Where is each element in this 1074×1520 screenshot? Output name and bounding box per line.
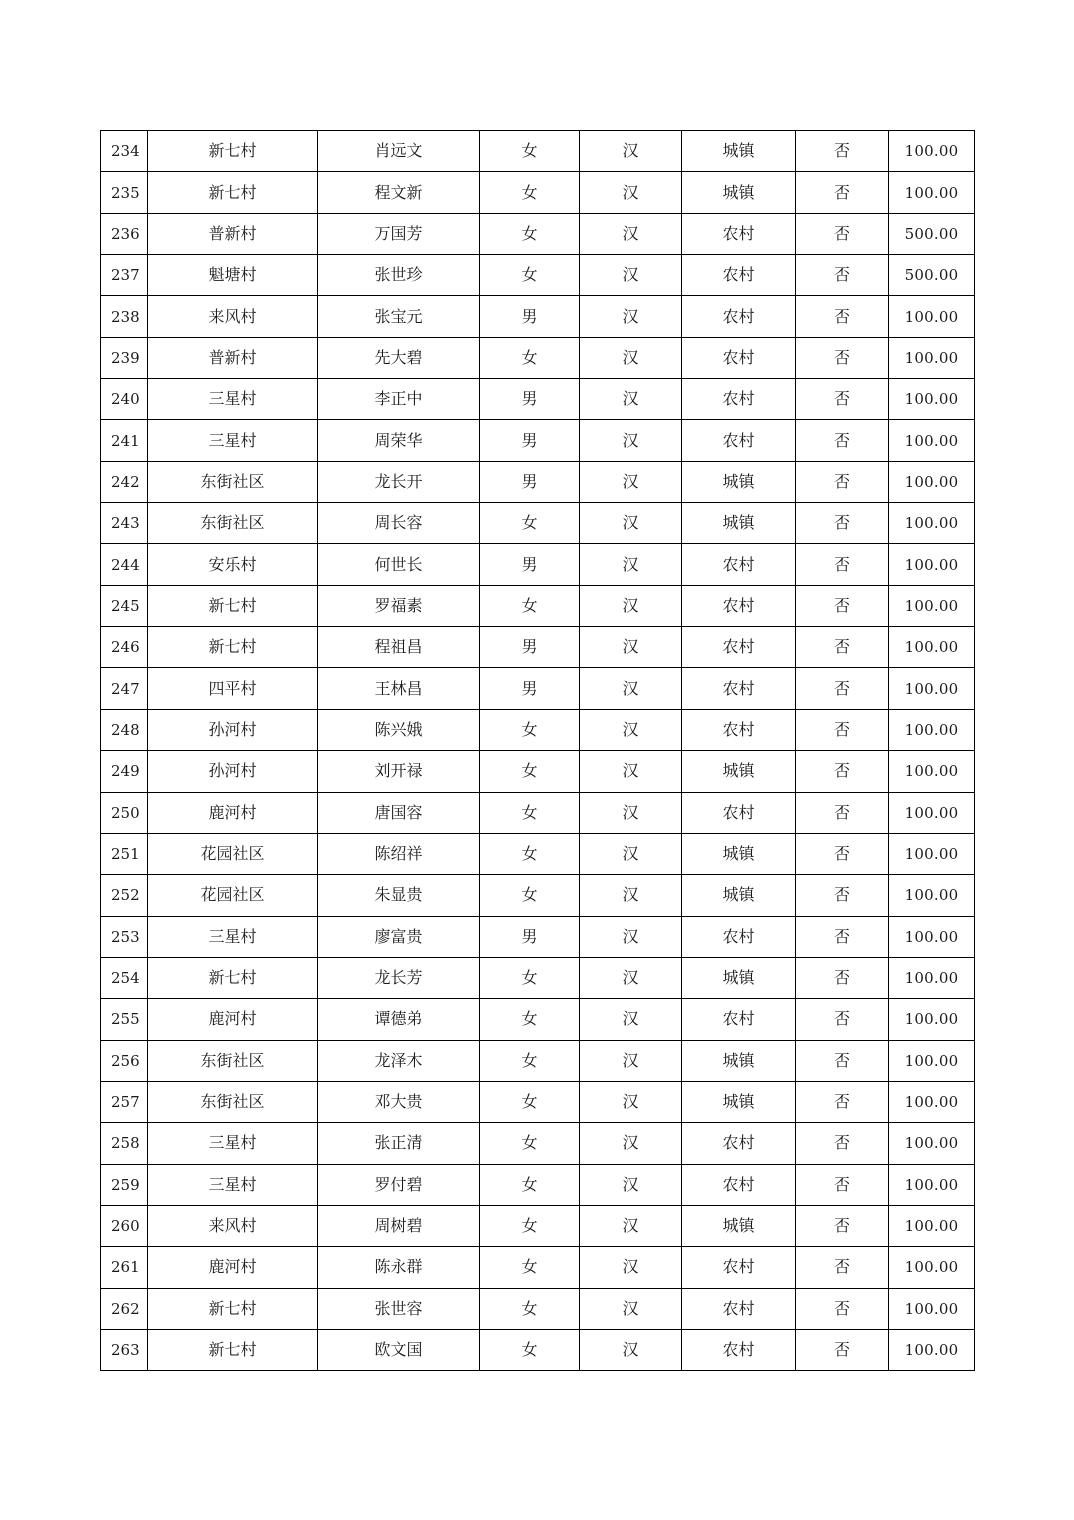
- cell-ethnicity: 汉: [580, 1081, 682, 1122]
- cell-village: 鹿河村: [148, 999, 318, 1040]
- cell-person-name: 刘开禄: [318, 751, 480, 792]
- cell-person-name: 邓大贵: [318, 1081, 480, 1122]
- cell-flag: 否: [796, 792, 889, 833]
- cell-flag: 否: [796, 131, 889, 172]
- cell-amount: 100.00: [889, 503, 975, 544]
- cell-gender: 男: [480, 544, 580, 585]
- cell-flag: 否: [796, 585, 889, 626]
- cell-amount: 100.00: [889, 1040, 975, 1081]
- cell-row-number: 255: [101, 999, 148, 1040]
- cell-amount: 100.00: [889, 1123, 975, 1164]
- cell-amount: 100.00: [889, 379, 975, 420]
- cell-residence: 城镇: [682, 1081, 796, 1122]
- cell-residence: 城镇: [682, 461, 796, 502]
- cell-gender: 男: [480, 461, 580, 502]
- table-row: [101, 1247, 975, 1288]
- cell-person-name: 王林昌: [318, 668, 480, 709]
- cell-ethnicity: 汉: [580, 999, 682, 1040]
- cell-flag: 否: [796, 296, 889, 337]
- cell-village: 东街社区: [148, 1040, 318, 1081]
- cell-amount: 100.00: [889, 131, 975, 172]
- cell-person-name: 李正中: [318, 379, 480, 420]
- table-row: [101, 833, 975, 874]
- cell-ethnicity: 汉: [580, 379, 682, 420]
- cell-gender: 男: [480, 379, 580, 420]
- cell-flag: 否: [796, 337, 889, 378]
- cell-row-number: 263: [101, 1329, 148, 1370]
- table-row: [101, 627, 975, 668]
- cell-ethnicity: 汉: [580, 627, 682, 668]
- cell-residence: 农村: [682, 709, 796, 750]
- table-row: [101, 957, 975, 998]
- cell-flag: 否: [796, 1164, 889, 1205]
- cell-village: 孙河村: [148, 751, 318, 792]
- cell-gender: 女: [480, 709, 580, 750]
- cell-village: 孙河村: [148, 709, 318, 750]
- cell-amount: 100.00: [889, 544, 975, 585]
- cell-residence: 农村: [682, 792, 796, 833]
- cell-amount: 100.00: [889, 751, 975, 792]
- table-row: [101, 709, 975, 750]
- table-row: [101, 172, 975, 213]
- cell-amount: 100.00: [889, 999, 975, 1040]
- table-row: [101, 1081, 975, 1122]
- table-row: [101, 420, 975, 461]
- cell-ethnicity: 汉: [580, 503, 682, 544]
- cell-amount: 100.00: [889, 420, 975, 461]
- cell-amount: 100.00: [889, 1329, 975, 1370]
- cell-village: 新七村: [148, 172, 318, 213]
- cell-row-number: 238: [101, 296, 148, 337]
- cell-flag: 否: [796, 916, 889, 957]
- cell-residence: 农村: [682, 1288, 796, 1329]
- cell-row-number: 245: [101, 585, 148, 626]
- cell-village: 来风村: [148, 1205, 318, 1246]
- cell-amount: 500.00: [889, 255, 975, 296]
- cell-gender: 女: [480, 792, 580, 833]
- cell-person-name: 张世容: [318, 1288, 480, 1329]
- cell-ethnicity: 汉: [580, 296, 682, 337]
- cell-person-name: 罗付碧: [318, 1164, 480, 1205]
- table-row: [101, 337, 975, 378]
- cell-row-number: 239: [101, 337, 148, 378]
- cell-flag: 否: [796, 1205, 889, 1246]
- cell-row-number: 254: [101, 957, 148, 998]
- cell-gender: 女: [480, 503, 580, 544]
- cell-village: 魁塘村: [148, 255, 318, 296]
- table-row: [101, 668, 975, 709]
- cell-gender: 男: [480, 627, 580, 668]
- table-row: [101, 255, 975, 296]
- cell-person-name: 张宝元: [318, 296, 480, 337]
- cell-flag: 否: [796, 544, 889, 585]
- cell-row-number: 256: [101, 1040, 148, 1081]
- cell-residence: 农村: [682, 668, 796, 709]
- cell-amount: 100.00: [889, 833, 975, 874]
- cell-person-name: 周荣华: [318, 420, 480, 461]
- table-row: [101, 792, 975, 833]
- table-row: [101, 1164, 975, 1205]
- cell-gender: 女: [480, 172, 580, 213]
- cell-ethnicity: 汉: [580, 792, 682, 833]
- cell-village: 三星村: [148, 1164, 318, 1205]
- cell-amount: 100.00: [889, 1247, 975, 1288]
- cell-person-name: 万国芳: [318, 213, 480, 254]
- cell-flag: 否: [796, 668, 889, 709]
- cell-person-name: 陈绍祥: [318, 833, 480, 874]
- cell-gender: 女: [480, 1247, 580, 1288]
- cell-ethnicity: 汉: [580, 1329, 682, 1370]
- cell-gender: 女: [480, 337, 580, 378]
- cell-village: 新七村: [148, 1329, 318, 1370]
- table-row: [101, 999, 975, 1040]
- cell-flag: 否: [796, 751, 889, 792]
- cell-amount: 100.00: [889, 1081, 975, 1122]
- cell-person-name: 谭德弟: [318, 999, 480, 1040]
- cell-ethnicity: 汉: [580, 461, 682, 502]
- cell-residence: 农村: [682, 1329, 796, 1370]
- cell-residence: 城镇: [682, 131, 796, 172]
- cell-flag: 否: [796, 833, 889, 874]
- cell-residence: 农村: [682, 213, 796, 254]
- cell-village: 新七村: [148, 1288, 318, 1329]
- table-row: [101, 213, 975, 254]
- cell-row-number: 243: [101, 503, 148, 544]
- cell-row-number: 262: [101, 1288, 148, 1329]
- cell-village: 四平村: [148, 668, 318, 709]
- cell-person-name: 唐国容: [318, 792, 480, 833]
- cell-person-name: 周树碧: [318, 1205, 480, 1246]
- cell-residence: 农村: [682, 379, 796, 420]
- cell-row-number: 260: [101, 1205, 148, 1246]
- cell-amount: 100.00: [889, 1164, 975, 1205]
- cell-residence: 农村: [682, 296, 796, 337]
- cell-row-number: 248: [101, 709, 148, 750]
- cell-amount: 100.00: [889, 792, 975, 833]
- cell-gender: 女: [480, 131, 580, 172]
- cell-row-number: 249: [101, 751, 148, 792]
- cell-residence: 农村: [682, 544, 796, 585]
- cell-ethnicity: 汉: [580, 1123, 682, 1164]
- cell-person-name: 周长容: [318, 503, 480, 544]
- cell-gender: 女: [480, 1081, 580, 1122]
- cell-residence: 城镇: [682, 833, 796, 874]
- cell-flag: 否: [796, 957, 889, 998]
- cell-ethnicity: 汉: [580, 916, 682, 957]
- cell-row-number: 253: [101, 916, 148, 957]
- cell-ethnicity: 汉: [580, 957, 682, 998]
- cell-amount: 100.00: [889, 461, 975, 502]
- cell-gender: 男: [480, 916, 580, 957]
- cell-person-name: 何世长: [318, 544, 480, 585]
- cell-amount: 100.00: [889, 337, 975, 378]
- cell-ethnicity: 汉: [580, 585, 682, 626]
- cell-ethnicity: 汉: [580, 668, 682, 709]
- cell-village: 鹿河村: [148, 792, 318, 833]
- cell-ethnicity: 汉: [580, 1205, 682, 1246]
- cell-person-name: 龙长开: [318, 461, 480, 502]
- cell-row-number: 237: [101, 255, 148, 296]
- table-row: [101, 544, 975, 585]
- cell-person-name: 陈兴娥: [318, 709, 480, 750]
- cell-village: 普新村: [148, 213, 318, 254]
- cell-row-number: 250: [101, 792, 148, 833]
- cell-row-number: 242: [101, 461, 148, 502]
- cell-amount: 100.00: [889, 1288, 975, 1329]
- cell-gender: 女: [480, 255, 580, 296]
- cell-amount: 100.00: [889, 875, 975, 916]
- cell-residence: 农村: [682, 585, 796, 626]
- cell-flag: 否: [796, 503, 889, 544]
- cell-person-name: 肖远文: [318, 131, 480, 172]
- cell-ethnicity: 汉: [580, 875, 682, 916]
- cell-flag: 否: [796, 1247, 889, 1288]
- cell-village: 新七村: [148, 957, 318, 998]
- cell-amount: 100.00: [889, 668, 975, 709]
- cell-residence: 城镇: [682, 875, 796, 916]
- cell-person-name: 程祖昌: [318, 627, 480, 668]
- cell-row-number: 258: [101, 1123, 148, 1164]
- cell-row-number: 259: [101, 1164, 148, 1205]
- cell-amount: 100.00: [889, 627, 975, 668]
- cell-gender: 女: [480, 957, 580, 998]
- cell-residence: 农村: [682, 1123, 796, 1164]
- cell-row-number: 252: [101, 875, 148, 916]
- cell-residence: 城镇: [682, 1040, 796, 1081]
- table-row: [101, 461, 975, 502]
- cell-residence: 农村: [682, 1164, 796, 1205]
- table-row: [101, 1205, 975, 1246]
- cell-ethnicity: 汉: [580, 544, 682, 585]
- cell-amount: 100.00: [889, 296, 975, 337]
- cell-ethnicity: 汉: [580, 751, 682, 792]
- cell-ethnicity: 汉: [580, 172, 682, 213]
- cell-gender: 女: [480, 1123, 580, 1164]
- cell-flag: 否: [796, 1081, 889, 1122]
- cell-row-number: 251: [101, 833, 148, 874]
- cell-flag: 否: [796, 1123, 889, 1164]
- cell-amount: 500.00: [889, 213, 975, 254]
- cell-gender: 男: [480, 420, 580, 461]
- cell-amount: 100.00: [889, 1205, 975, 1246]
- cell-row-number: 241: [101, 420, 148, 461]
- cell-residence: 城镇: [682, 503, 796, 544]
- cell-flag: 否: [796, 627, 889, 668]
- table-row: [101, 379, 975, 420]
- cell-ethnicity: 汉: [580, 1288, 682, 1329]
- cell-row-number: 244: [101, 544, 148, 585]
- cell-ethnicity: 汉: [580, 709, 682, 750]
- table-row: [101, 503, 975, 544]
- cell-ethnicity: 汉: [580, 1164, 682, 1205]
- cell-person-name: 程文新: [318, 172, 480, 213]
- cell-gender: 女: [480, 1288, 580, 1329]
- table-row: [101, 1123, 975, 1164]
- table-row: [101, 296, 975, 337]
- cell-row-number: 257: [101, 1081, 148, 1122]
- cell-village: 三星村: [148, 1123, 318, 1164]
- cell-ethnicity: 汉: [580, 1247, 682, 1288]
- cell-row-number: 246: [101, 627, 148, 668]
- table-row: [101, 751, 975, 792]
- cell-village: 普新村: [148, 337, 318, 378]
- cell-residence: 城镇: [682, 172, 796, 213]
- cell-residence: 农村: [682, 916, 796, 957]
- cell-row-number: 240: [101, 379, 148, 420]
- cell-amount: 100.00: [889, 585, 975, 626]
- cell-gender: 女: [480, 213, 580, 254]
- cell-flag: 否: [796, 255, 889, 296]
- cell-village: 东街社区: [148, 1081, 318, 1122]
- cell-flag: 否: [796, 461, 889, 502]
- cell-person-name: 龙泽木: [318, 1040, 480, 1081]
- cell-village: 三星村: [148, 916, 318, 957]
- cell-ethnicity: 汉: [580, 255, 682, 296]
- cell-gender: 女: [480, 875, 580, 916]
- cell-flag: 否: [796, 999, 889, 1040]
- cell-flag: 否: [796, 1329, 889, 1370]
- cell-village: 东街社区: [148, 461, 318, 502]
- cell-village: 鹿河村: [148, 1247, 318, 1288]
- cell-ethnicity: 汉: [580, 1040, 682, 1081]
- table-row: [101, 585, 975, 626]
- cell-ethnicity: 汉: [580, 833, 682, 874]
- cell-village: 新七村: [148, 131, 318, 172]
- cell-row-number: 235: [101, 172, 148, 213]
- cell-ethnicity: 汉: [580, 131, 682, 172]
- cell-flag: 否: [796, 875, 889, 916]
- cell-amount: 100.00: [889, 172, 975, 213]
- cell-row-number: 247: [101, 668, 148, 709]
- cell-gender: 女: [480, 585, 580, 626]
- cell-gender: 女: [480, 751, 580, 792]
- table-row: [101, 875, 975, 916]
- cell-person-name: 龙长芳: [318, 957, 480, 998]
- cell-gender: 女: [480, 833, 580, 874]
- cell-flag: 否: [796, 172, 889, 213]
- cell-residence: 农村: [682, 999, 796, 1040]
- cell-gender: 女: [480, 1164, 580, 1205]
- roster-table-body: [101, 131, 975, 1371]
- cell-ethnicity: 汉: [580, 337, 682, 378]
- cell-village: 东街社区: [148, 503, 318, 544]
- cell-amount: 100.00: [889, 957, 975, 998]
- cell-flag: 否: [796, 709, 889, 750]
- cell-residence: 农村: [682, 1247, 796, 1288]
- cell-person-name: 廖富贵: [318, 916, 480, 957]
- table-row: [101, 1288, 975, 1329]
- cell-person-name: 张世珍: [318, 255, 480, 296]
- cell-person-name: 先大碧: [318, 337, 480, 378]
- cell-flag: 否: [796, 1288, 889, 1329]
- cell-flag: 否: [796, 420, 889, 461]
- cell-village: 新七村: [148, 627, 318, 668]
- cell-residence: 农村: [682, 627, 796, 668]
- roster-table: [100, 130, 975, 1371]
- cell-person-name: 陈永群: [318, 1247, 480, 1288]
- cell-residence: 农村: [682, 420, 796, 461]
- cell-row-number: 261: [101, 1247, 148, 1288]
- cell-gender: 男: [480, 668, 580, 709]
- cell-person-name: 张正清: [318, 1123, 480, 1164]
- table-row: [101, 1040, 975, 1081]
- cell-gender: 女: [480, 1205, 580, 1246]
- cell-ethnicity: 汉: [580, 213, 682, 254]
- cell-amount: 100.00: [889, 916, 975, 957]
- cell-row-number: 234: [101, 131, 148, 172]
- cell-row-number: 236: [101, 213, 148, 254]
- cell-residence: 农村: [682, 255, 796, 296]
- table-row: [101, 1329, 975, 1370]
- cell-flag: 否: [796, 379, 889, 420]
- cell-residence: 城镇: [682, 957, 796, 998]
- cell-gender: 女: [480, 999, 580, 1040]
- cell-village: 新七村: [148, 585, 318, 626]
- cell-gender: 女: [480, 1040, 580, 1081]
- cell-person-name: 罗福素: [318, 585, 480, 626]
- cell-person-name: 朱显贵: [318, 875, 480, 916]
- cell-village: 安乐村: [148, 544, 318, 585]
- cell-gender: 男: [480, 296, 580, 337]
- cell-amount: 100.00: [889, 709, 975, 750]
- cell-flag: 否: [796, 213, 889, 254]
- cell-residence: 城镇: [682, 1205, 796, 1246]
- cell-village: 来风村: [148, 296, 318, 337]
- cell-ethnicity: 汉: [580, 420, 682, 461]
- cell-village: 三星村: [148, 379, 318, 420]
- cell-person-name: 欧文国: [318, 1329, 480, 1370]
- cell-residence: 农村: [682, 337, 796, 378]
- cell-gender: 女: [480, 1329, 580, 1370]
- cell-flag: 否: [796, 1040, 889, 1081]
- cell-village: 三星村: [148, 420, 318, 461]
- table-row: [101, 131, 975, 172]
- cell-residence: 城镇: [682, 751, 796, 792]
- cell-village: 花园社区: [148, 833, 318, 874]
- table-row: [101, 916, 975, 957]
- cell-village: 花园社区: [148, 875, 318, 916]
